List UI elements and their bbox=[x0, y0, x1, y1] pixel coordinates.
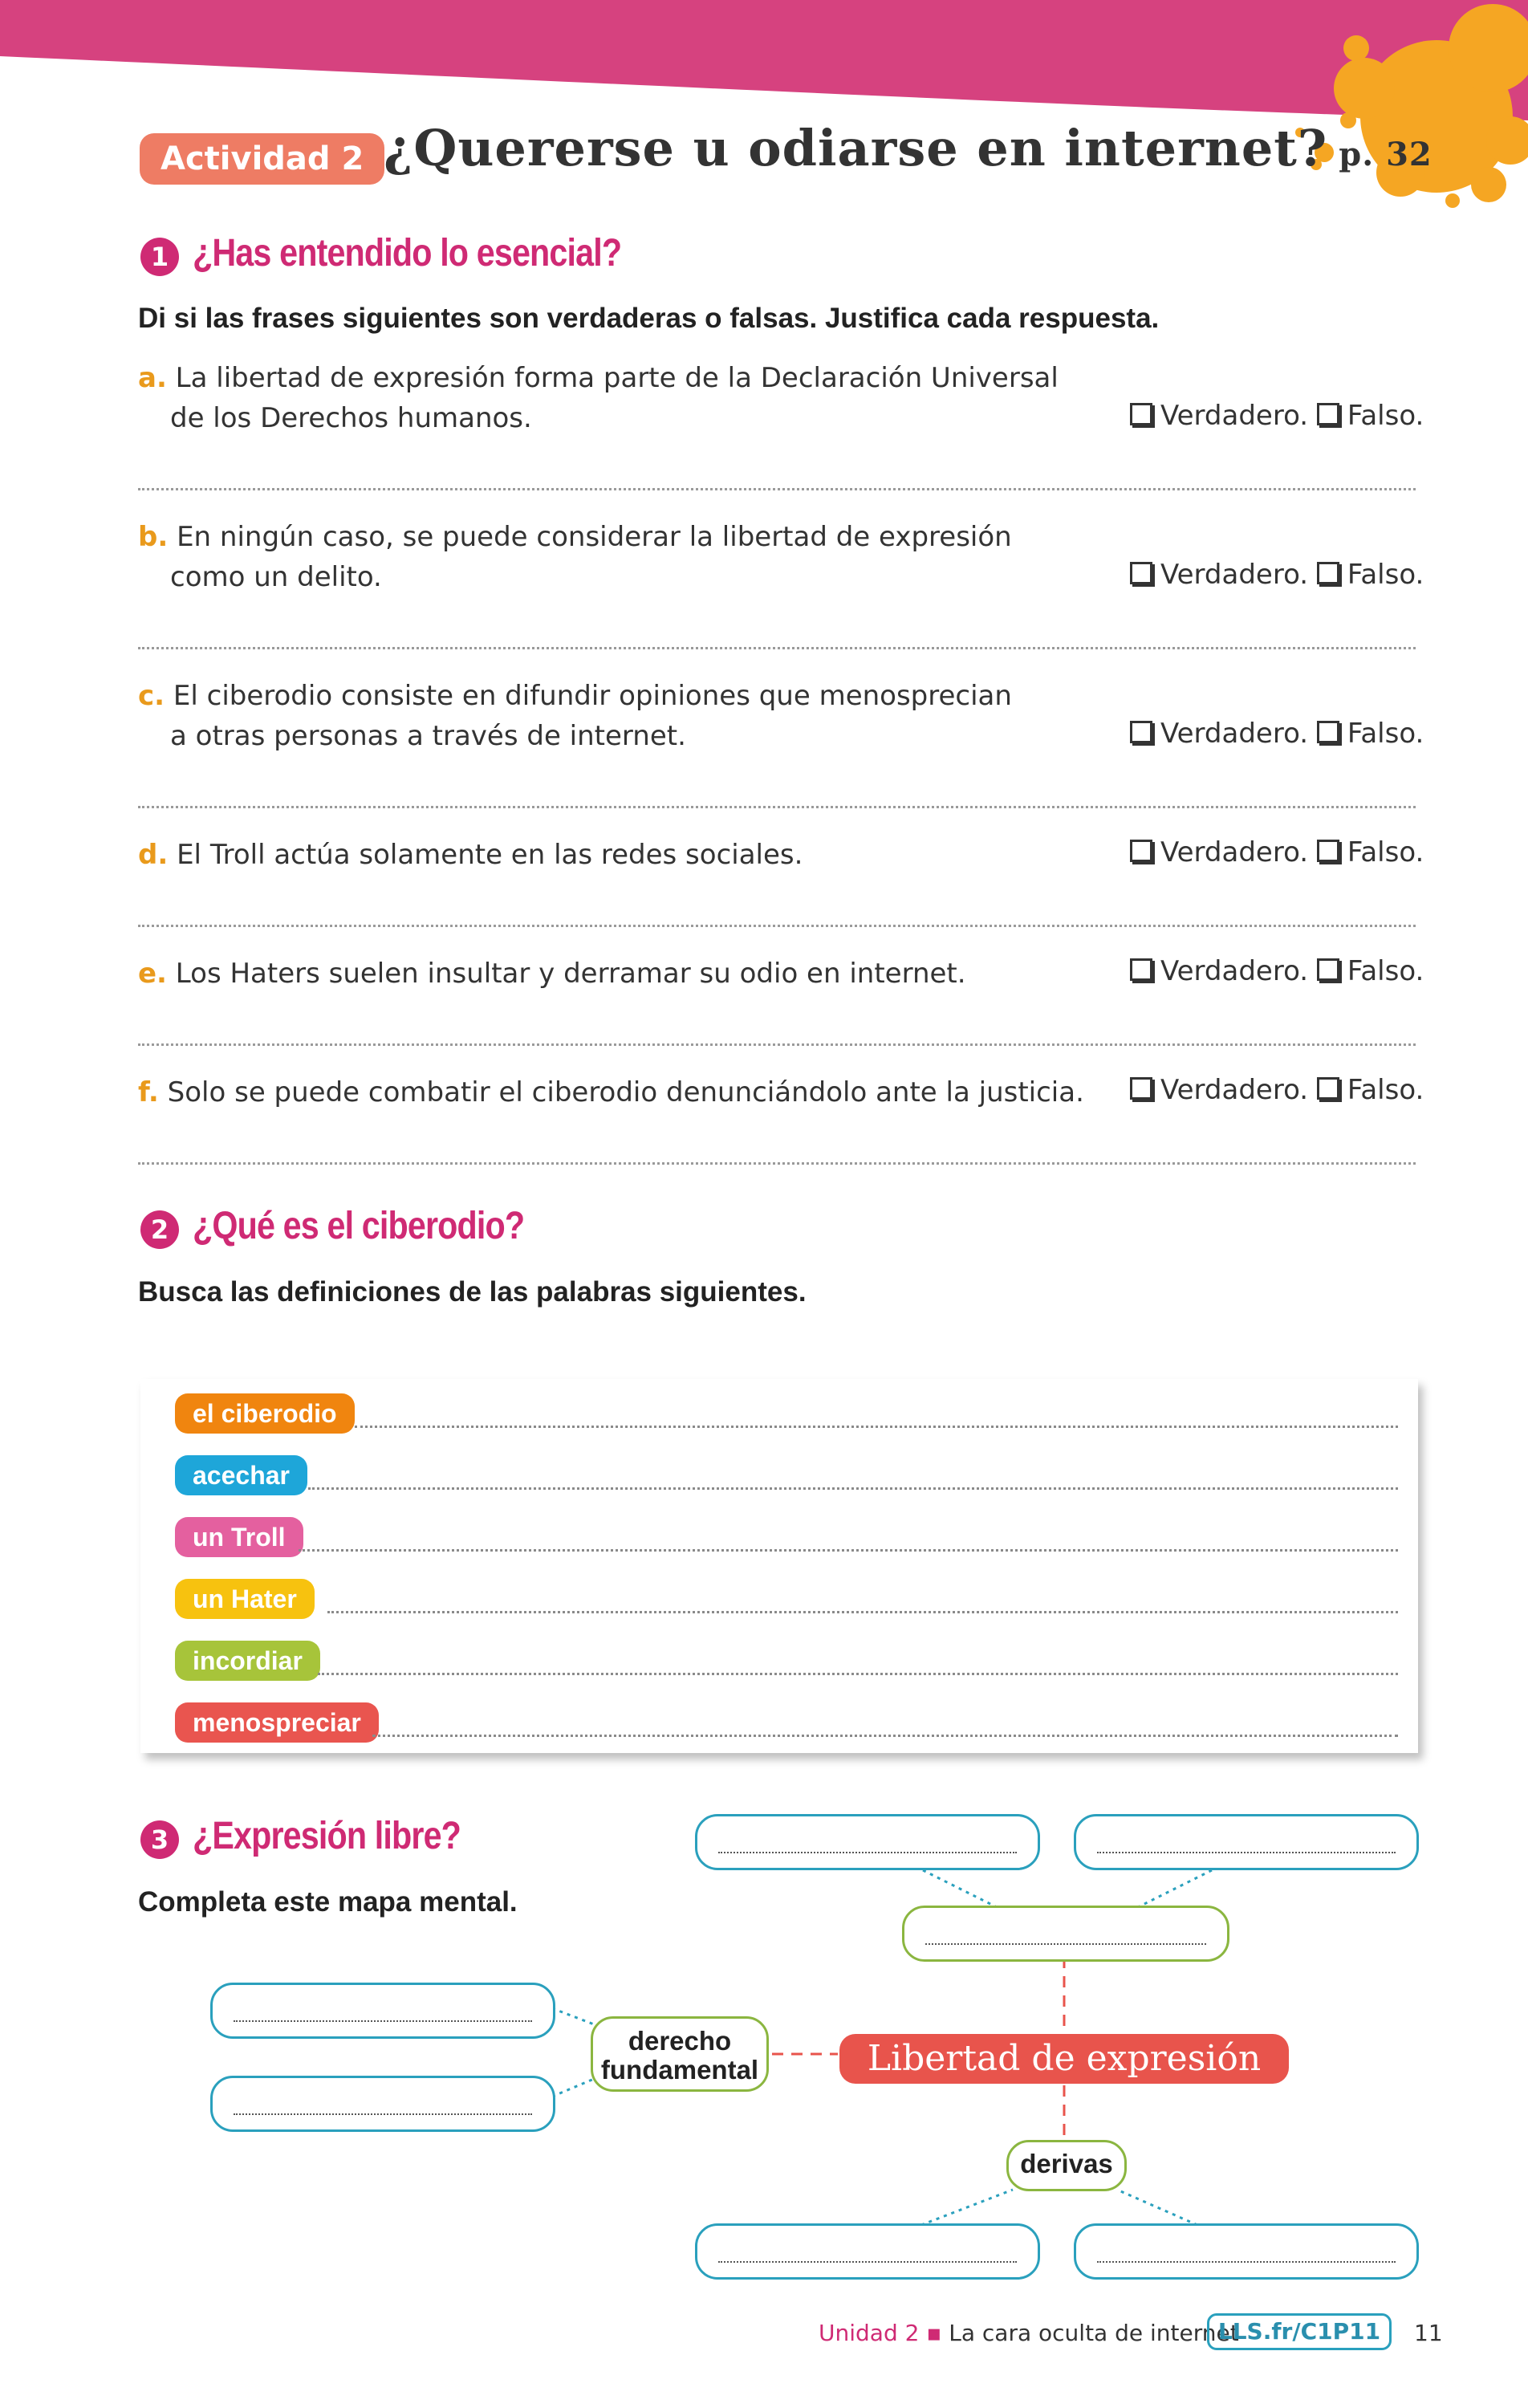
false-label: Falso. bbox=[1347, 836, 1424, 868]
statement-letter: f. bbox=[138, 1076, 159, 1108]
vocabulary-box bbox=[140, 1379, 1418, 1753]
statement-b bbox=[138, 517, 1012, 597]
section-3-number: 3 bbox=[140, 1820, 179, 1859]
statement-letter: b. bbox=[138, 521, 169, 553]
section-2-title: ¿Qué es el ciberodio? bbox=[193, 1205, 525, 1247]
mind-map-blank-top-left[interactable] bbox=[695, 1814, 1040, 1870]
definition-line-ciberodio[interactable] bbox=[355, 1426, 1398, 1428]
footer-link[interactable]: LLS.fr/C1P11 bbox=[1207, 2313, 1392, 2350]
section-1-number: 1 bbox=[140, 238, 179, 276]
mind-map-blank-top-right[interactable] bbox=[1074, 1814, 1419, 1870]
checkbox-true-c[interactable] bbox=[1130, 721, 1152, 743]
checkbox-true-f[interactable] bbox=[1130, 1077, 1152, 1100]
node-line: fundamental bbox=[600, 2055, 759, 2085]
answer-line-f[interactable] bbox=[138, 1162, 1416, 1165]
answer-options-e bbox=[1130, 955, 1424, 987]
section-3-instruction: Completa este mapa mental. bbox=[138, 1886, 518, 1918]
term-tag-menospreciar: menospreciar bbox=[175, 1702, 379, 1743]
node-line: derecho bbox=[628, 2026, 732, 2056]
statement-text: El Troll actúa solamente en las redes sociales. bbox=[177, 839, 803, 871]
definition-line-hater[interactable] bbox=[327, 1611, 1398, 1613]
mind-map-blank-left-bottom[interactable] bbox=[210, 2076, 555, 2132]
answer-options-f bbox=[1130, 1074, 1424, 1106]
true-label: Verdadero. bbox=[1160, 955, 1309, 987]
answer-options-d bbox=[1130, 836, 1424, 868]
section-2-instruction: Busca las definiciones de las palabras siguientes. bbox=[138, 1276, 807, 1308]
statement-text: La libertad de expresión forma parte de la Declaración Universal bbox=[175, 362, 1059, 394]
false-label: Falso. bbox=[1347, 559, 1424, 591]
statement-letter: d. bbox=[138, 839, 169, 871]
mind-map-blank-left-top[interactable] bbox=[210, 1983, 555, 2039]
statement-e bbox=[138, 954, 966, 994]
statement-text-line2: como un delito. bbox=[170, 561, 382, 593]
checkbox-true-a[interactable] bbox=[1130, 403, 1152, 425]
true-label: Verdadero. bbox=[1160, 400, 1309, 432]
center-node: Libertad de expresión bbox=[839, 2034, 1289, 2084]
answer-line-b[interactable] bbox=[138, 647, 1416, 649]
answer-line-a[interactable] bbox=[138, 488, 1416, 490]
mind-map-blank-bottom-right[interactable] bbox=[1074, 2223, 1419, 2280]
true-label: Verdadero. bbox=[1160, 718, 1309, 750]
page-title bbox=[384, 119, 1432, 177]
definition-line-menospreciar[interactable] bbox=[372, 1735, 1398, 1737]
footer-unit: Unidad 2 bbox=[819, 2320, 920, 2346]
statement-a bbox=[138, 358, 1059, 438]
page-reference: p. 32 bbox=[1339, 136, 1432, 173]
page-number: 11 bbox=[1414, 2320, 1443, 2346]
true-label: Verdadero. bbox=[1160, 836, 1309, 868]
footer-chapter: La cara oculta de internet bbox=[949, 2320, 1239, 2346]
statement-c bbox=[138, 676, 1012, 756]
term-tag-troll: un Troll bbox=[175, 1517, 303, 1557]
definition-line-acechar[interactable] bbox=[308, 1487, 1398, 1490]
statement-text-line2: a otras personas a través de internet. bbox=[170, 720, 686, 752]
term-tag-incordiar: incordiar bbox=[175, 1641, 320, 1681]
term-tag-hater: un Hater bbox=[175, 1579, 315, 1619]
section-3-title: ¿Expresión libre? bbox=[193, 1815, 461, 1857]
true-label: Verdadero. bbox=[1160, 559, 1309, 591]
title-text: ¿Quererse u odiarse en internet? bbox=[384, 119, 1328, 177]
false-label: Falso. bbox=[1347, 955, 1424, 987]
mind-map-blank-bottom-left[interactable] bbox=[695, 2223, 1040, 2280]
checkbox-false-d[interactable] bbox=[1317, 840, 1339, 862]
definition-line-troll[interactable] bbox=[299, 1549, 1398, 1552]
definition-line-incordiar[interactable] bbox=[318, 1673, 1398, 1675]
answer-options-a bbox=[1130, 400, 1424, 432]
false-label: Falso. bbox=[1347, 1074, 1424, 1106]
checkbox-true-e[interactable] bbox=[1130, 958, 1152, 981]
statement-f bbox=[138, 1072, 1084, 1112]
checkbox-false-b[interactable] bbox=[1317, 562, 1339, 584]
statement-letter: a. bbox=[138, 362, 167, 394]
checkbox-false-f[interactable] bbox=[1317, 1077, 1339, 1100]
checkbox-false-e[interactable] bbox=[1317, 958, 1339, 981]
checkbox-false-c[interactable] bbox=[1317, 721, 1339, 743]
answer-options-c bbox=[1130, 718, 1424, 750]
statement-d bbox=[138, 835, 803, 875]
statement-letter: e. bbox=[138, 958, 167, 990]
term-tag-ciberodio: el ciberodio bbox=[175, 1393, 355, 1434]
section-1-title: ¿Has entendido lo esencial? bbox=[193, 232, 622, 275]
false-label: Falso. bbox=[1347, 718, 1424, 750]
activity-badge: Actividad 2 bbox=[140, 133, 384, 185]
section-1-instruction: Di si las frases siguientes son verdaderas o falsas. Justifica cada respuesta. bbox=[138, 303, 1160, 334]
statement-text: El ciberodio consiste en difundir opiniones que menosprecian bbox=[173, 680, 1012, 712]
statement-text: Los Haters suelen insultar y derramar su odio en internet. bbox=[175, 958, 966, 990]
statement-text: Solo se puede combatir el ciberodio denunciándolo ante la justicia. bbox=[167, 1076, 1084, 1108]
footer bbox=[819, 2320, 1239, 2346]
answer-line-e[interactable] bbox=[138, 1043, 1416, 1046]
checkbox-true-b[interactable] bbox=[1130, 562, 1152, 584]
checkbox-true-d[interactable] bbox=[1130, 840, 1152, 862]
node-derivas: derivas bbox=[1006, 2140, 1127, 2191]
statement-letter: c. bbox=[138, 680, 165, 712]
mind-map-blank-top-center[interactable] bbox=[902, 1906, 1229, 1962]
node-derecho-fundamental bbox=[591, 2016, 769, 2092]
answer-line-d[interactable] bbox=[138, 925, 1416, 927]
answer-options-b bbox=[1130, 559, 1424, 591]
statement-text: En ningún caso, se puede considerar la libertad de expresión bbox=[177, 521, 1012, 553]
answer-line-c[interactable] bbox=[138, 806, 1416, 808]
footer-bullet: ▪ bbox=[926, 2320, 942, 2346]
false-label: Falso. bbox=[1347, 400, 1424, 432]
section-2-number: 2 bbox=[140, 1210, 179, 1249]
term-tag-acechar: acechar bbox=[175, 1455, 307, 1495]
true-label: Verdadero. bbox=[1160, 1074, 1309, 1106]
checkbox-false-a[interactable] bbox=[1317, 403, 1339, 425]
statement-text-line2: de los Derechos humanos. bbox=[170, 402, 532, 434]
